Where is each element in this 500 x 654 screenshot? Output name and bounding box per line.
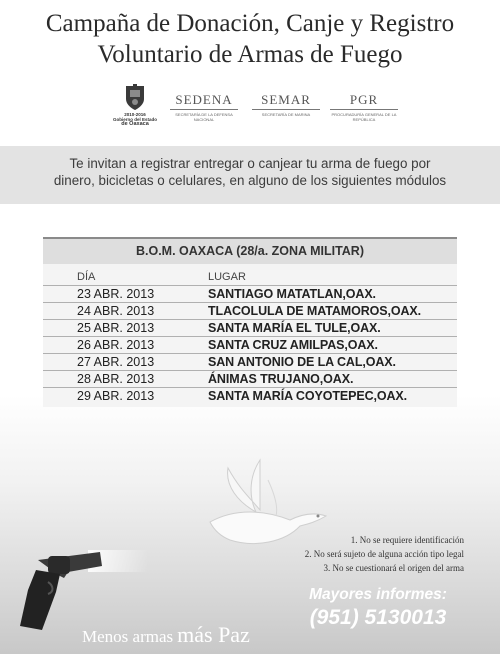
conditions-list bbox=[284, 533, 464, 575]
row-day: 24 ABR. 2013 bbox=[77, 304, 155, 318]
semar-logo bbox=[252, 92, 320, 117]
pgr-sub: PROCURADURÍA GENERAL DE LA REPÚBLICA bbox=[331, 112, 397, 122]
row-place: SANTA CRUZ AMILPAS,OAX. bbox=[208, 338, 378, 352]
row-place: SAN ANTONIO DE LA CAL,OAX. bbox=[208, 355, 396, 369]
row-day: 29 ABR. 2013 bbox=[77, 389, 155, 403]
table-row bbox=[43, 370, 457, 387]
intro-line-2: dinero, bicicletas o celulares, en alguno de los siguientes módulos bbox=[53, 173, 447, 188]
contact-phone: (951) 5130013 bbox=[309, 606, 447, 629]
row-place: TLACOLULA DE MATAMOROS,OAX. bbox=[208, 304, 422, 318]
sedena-sub: SECRETARÍA DE LA DEFENSA NACIONAL bbox=[175, 112, 233, 122]
pgr-name: PGR bbox=[330, 92, 398, 110]
oaxaca-line1: Gobierno del Estado bbox=[112, 117, 157, 122]
logo-strip bbox=[112, 84, 402, 134]
row-day: 23 ABR. 2013 bbox=[77, 287, 155, 301]
schedule-table bbox=[43, 237, 457, 407]
title-line-2: Voluntario de Armas de Fuego bbox=[97, 41, 403, 68]
schedule-header: B.O.M. OAXACA (28/a. ZONA MILITAR) bbox=[43, 237, 457, 264]
table-row bbox=[43, 302, 457, 319]
row-day: 28 ABR. 2013 bbox=[77, 372, 155, 386]
slogan-part-2: más Paz bbox=[177, 622, 250, 647]
table-row bbox=[43, 336, 457, 353]
slogan bbox=[82, 622, 312, 648]
table-row bbox=[43, 319, 457, 336]
pgr-logo bbox=[330, 92, 398, 122]
row-place: SANTA MARÍA EL TULE,OAX. bbox=[208, 321, 381, 335]
row-day: 27 ABR. 2013 bbox=[77, 355, 155, 369]
schedule-rows bbox=[43, 285, 457, 404]
intro-line-1: Te invitan a registrar entregar o canjear tu arma de fuego por bbox=[69, 156, 431, 171]
row-day: 26 ABR. 2013 bbox=[77, 338, 155, 352]
table-row bbox=[43, 387, 457, 404]
oaxaca-logo bbox=[112, 84, 158, 127]
contact-label: Mayores informes: bbox=[309, 586, 447, 603]
condition-item: 3. No se cuestionará el origen del arma bbox=[323, 563, 464, 573]
slogan-part-1: Menos armas bbox=[82, 627, 174, 646]
col-place: LUGAR bbox=[208, 271, 246, 283]
page-title bbox=[0, 8, 500, 70]
row-day: 25 ABR. 2013 bbox=[77, 321, 155, 335]
condition-item: 1. No se requiere identificación bbox=[350, 535, 464, 545]
col-day: DÍA bbox=[77, 271, 96, 283]
table-row bbox=[43, 353, 457, 370]
title-line-1: Campaña de Donación, Canje y Registro bbox=[45, 10, 455, 37]
condition-item: 2. No será sujeto de alguna acción tipo legal bbox=[304, 549, 464, 559]
column-headers bbox=[43, 271, 457, 285]
sedena-logo bbox=[170, 92, 238, 122]
semar-sub: SECRETARÍA DE MARINA bbox=[261, 112, 311, 117]
row-place: SANTIAGO MATATLAN,OAX. bbox=[208, 287, 376, 301]
oaxaca-years: 2010-2016 bbox=[124, 112, 146, 117]
oaxaca-shield-icon bbox=[124, 84, 146, 112]
semar-name: SEMAR bbox=[252, 92, 320, 110]
row-place: SANTA MARÍA COYOTEPEC,OAX. bbox=[208, 389, 408, 403]
row-place: ÁNIMAS TRUJANO,OAX. bbox=[208, 372, 354, 386]
sedena-name: SEDENA bbox=[170, 92, 238, 110]
intro-band bbox=[0, 146, 500, 204]
oaxaca-line2: de Oaxaca bbox=[121, 121, 149, 127]
table-row bbox=[43, 285, 457, 302]
